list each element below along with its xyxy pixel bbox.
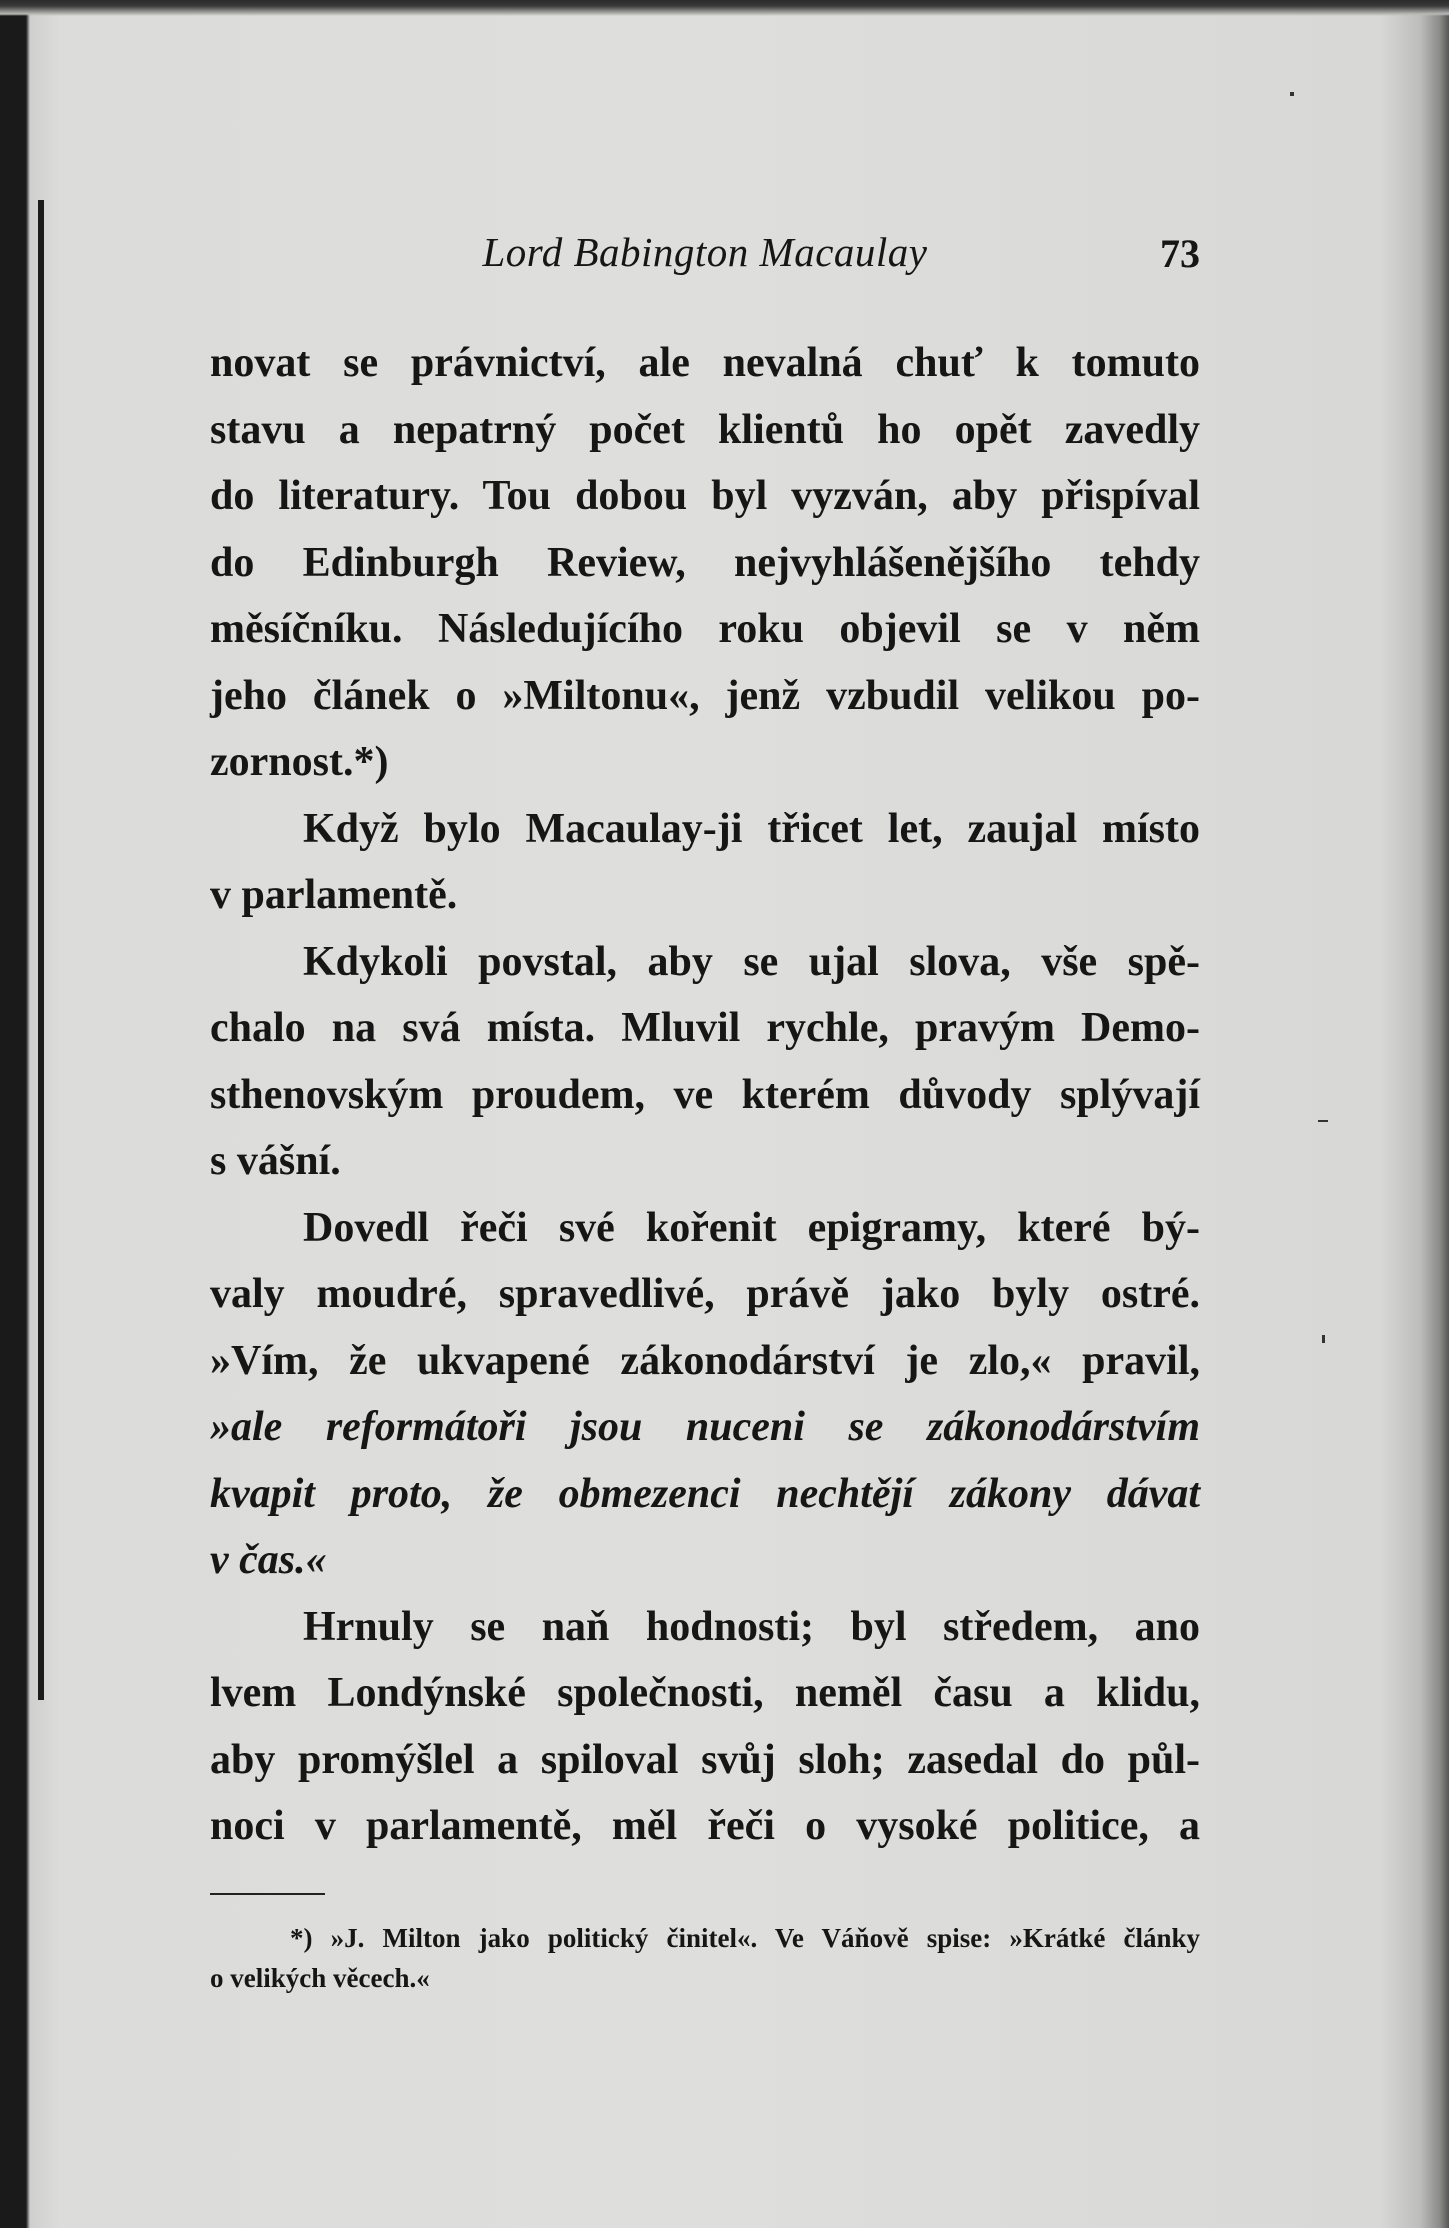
text-line: chalo na svá místa. Mluvil rychle, pravým Demo- <box>210 1005 1200 1051</box>
body-text <box>210 330 1200 1860</box>
text-line: s vášní. <box>210 1138 341 1184</box>
text-line: do literatury. Tou dobou byl vyzván, aby přispíval <box>210 473 1200 519</box>
text-line: v čas.« <box>210 1537 327 1583</box>
footnote-line: *) »J. Milton jako politický činitel«. Ve Váňově spise: »Krátké články <box>290 1923 1200 1953</box>
footnote-rule <box>210 1893 325 1895</box>
text-line: »ale reformátoři jsou nuceni se zákonodárstvím <box>210 1404 1200 1450</box>
scan-binding-edge <box>38 200 44 1700</box>
running-title: Lord Babington Macaulay <box>482 229 928 275</box>
text-line: novat se právnictví, ale nevalná chuť k tomuto <box>210 340 1200 386</box>
text-line: do Edinburgh Review, nejvyhlášenějšího tehdy <box>210 539 1200 586</box>
text-line: »Vím, že ukvapené zákonodárství je zlo,« pravil, <box>210 1337 1200 1384</box>
text-line: valy moudré, spravedlivé, právě jako byly ostré. <box>210 1271 1200 1317</box>
running-head <box>210 228 1200 288</box>
text-line: lvem Londýnské společnosti, neměl času a klidu, <box>210 1670 1200 1716</box>
text-line: Hrnuly se naň hodnosti; byl středem, ano <box>303 1603 1200 1650</box>
footnote-line: o velikých věcech.« <box>210 1963 430 1993</box>
text-line: Kdykoli povstal, aby se ujal slova, vše spě- <box>303 938 1200 985</box>
scan-speck <box>1322 1335 1325 1343</box>
text-line: Když bylo Macaulay-ji třicet let, zaujal místo <box>303 805 1200 852</box>
scan-speck <box>1318 1120 1328 1122</box>
page-number: 73 <box>1160 231 1200 276</box>
footnotes <box>210 1918 1200 1998</box>
text-line: aby promýšlel a spiloval svůj sloh; zasedal do půl- <box>210 1736 1200 1783</box>
text-line: kvapit proto, že obmezenci nechtějí zákony dávat <box>210 1470 1200 1517</box>
scan-top-edge <box>0 0 1449 16</box>
text-line: sthenovským proudem, ve kterém důvody splývají <box>210 1071 1200 1118</box>
text-line: jeho článek o »Miltonu«, jenž vzbudil velikou po- <box>210 672 1200 719</box>
scan-speck <box>1290 92 1294 96</box>
text-line: měsíčníku. Následujícího roku objevil se v něm <box>210 606 1200 652</box>
text-line: Dovedl řeči své kořenit epigramy, které bý- <box>303 1204 1200 1251</box>
text-line: v parlamentě. <box>210 872 458 918</box>
text-line: zornost.*) <box>210 739 389 785</box>
text-line: stavu a nepatrný počet klientů ho opět zavedly <box>210 406 1200 453</box>
text-line: noci v parlamentě, měl řeči o vysoké politice, a <box>210 1803 1200 1849</box>
